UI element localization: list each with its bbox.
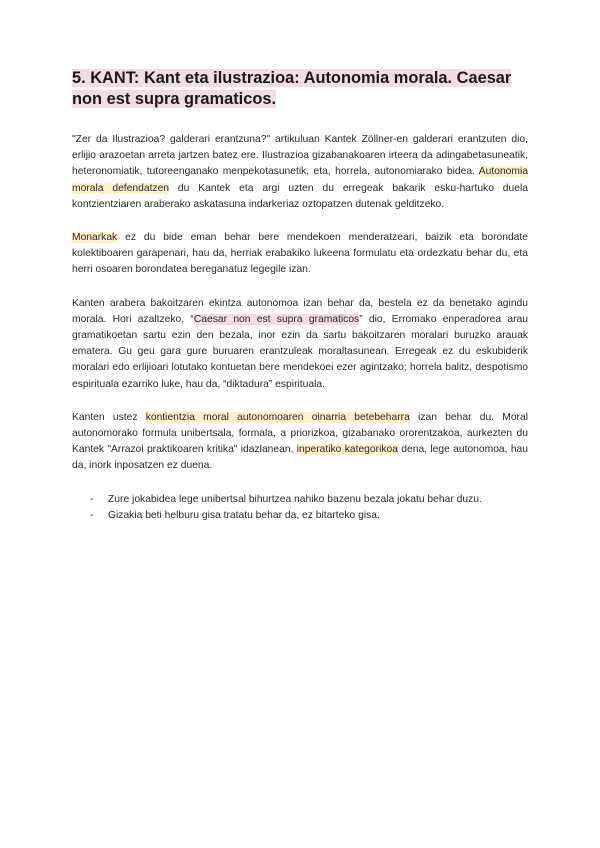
- highlight-caesar: Caesar non est supra gramaticos: [193, 313, 360, 325]
- paragraph-segment: ” dio, Erromako enperadorea arau gramatikoetan sartu ezin den bezala, inor ezin da sartu bakoitzaren moralari buruzko arauak ematera. Gu geu gara gure buruaren erantzuleak moraltasunean. Erregeak ez du eskubiderik moralari edo erlijioari lotutako kontuetan bere mendekoei ezer agintzako; horrela balitz, despotismo espirituala ezarriko luke, hau da, “diktadura” espirituala.: [72, 313, 528, 390]
- list-item: [72, 492, 528, 508]
- paragraph-4: [72, 410, 528, 475]
- bullet-marker: -: [90, 493, 94, 505]
- document-page: [72, 68, 528, 524]
- paragraph-segment: izan behar du. Moral autonomorako formula unibertsala, formala, a priorizkoa, gizabanako ororentzakoa, aurkezten du Kantek "Arrazoi praktikoaren kritika" idazlanean,: [72, 411, 528, 456]
- bullet-marker: -: [90, 509, 94, 521]
- paragraph-2: [72, 230, 528, 279]
- highlight-monarkak: Monarkak: [72, 232, 118, 244]
- list-item-text: Gizakia beti helburu gisa tratatu behar da, ez bitarteko gisa.: [108, 509, 380, 521]
- highlight-autonomia: Autonomia morala defendatzen: [72, 166, 528, 194]
- page-title: [72, 68, 528, 110]
- paragraph-segment: ez du bide eman behar bere mendekoen menderatzeari, baizik eta borondate kolektiboaren garapenari, hau da, herriak erabakiko lukeena formulatu eta ordezkatu behar du, eta herri osoaren borondatea bereganatuz legegile izan.: [72, 232, 528, 276]
- paragraph-segment: dena, lege autonomoa, hau da, inork inposatzen ez duena.: [72, 444, 529, 472]
- paragraph-1: [72, 132, 528, 213]
- list-item: [72, 508, 528, 524]
- paragraph-segment: Kanten ustez: [72, 411, 146, 423]
- paragraph-3: [72, 296, 528, 393]
- title-text: 5. KANT: Kant eta ilustrazioa: Autonomia morala. Caesar non est supra gramaticos.: [72, 69, 512, 108]
- highlight-betebeharra: kontientzia moral autonomoaren oinarria betebeharra: [145, 411, 410, 423]
- paragraph-segment: "Zer da Ilustrazioa? galderari erantzuna?" artikuluan Kantek Zöllner-en galderari erantzuten dio, erlijio arazoetan arreta jartzen batez ere. Ilustrazioa gizabanakoaren irteera da adingabetasuneatik, heteronomiatik, tutoreenganako menpekotasunetik, eta, horrela, autonomiarako bidea.: [72, 134, 528, 178]
- list-item-text: Zure jokabidea lege unibertsal bihurtzea nahiko bazenu bezala jokatu behar duzu.: [108, 493, 482, 505]
- paragraph-segment: du Kantek eta argi uzten du erregeak bakarik esku-hartuko duela kontzientziaren araberako askatasuna indarkeriaz oztopatzen dutenak gelditzeko.: [72, 182, 528, 210]
- paragraph-segment: Kanten arabera bakoitzaren ekintza autonomoa izan behar da, bestela ez da benetako agindu morala. Hori azaltzeko, “: [72, 297, 528, 325]
- highlight-inperatiko: inperatiko kategorikoa: [296, 444, 398, 456]
- bullet-list: [72, 492, 528, 524]
